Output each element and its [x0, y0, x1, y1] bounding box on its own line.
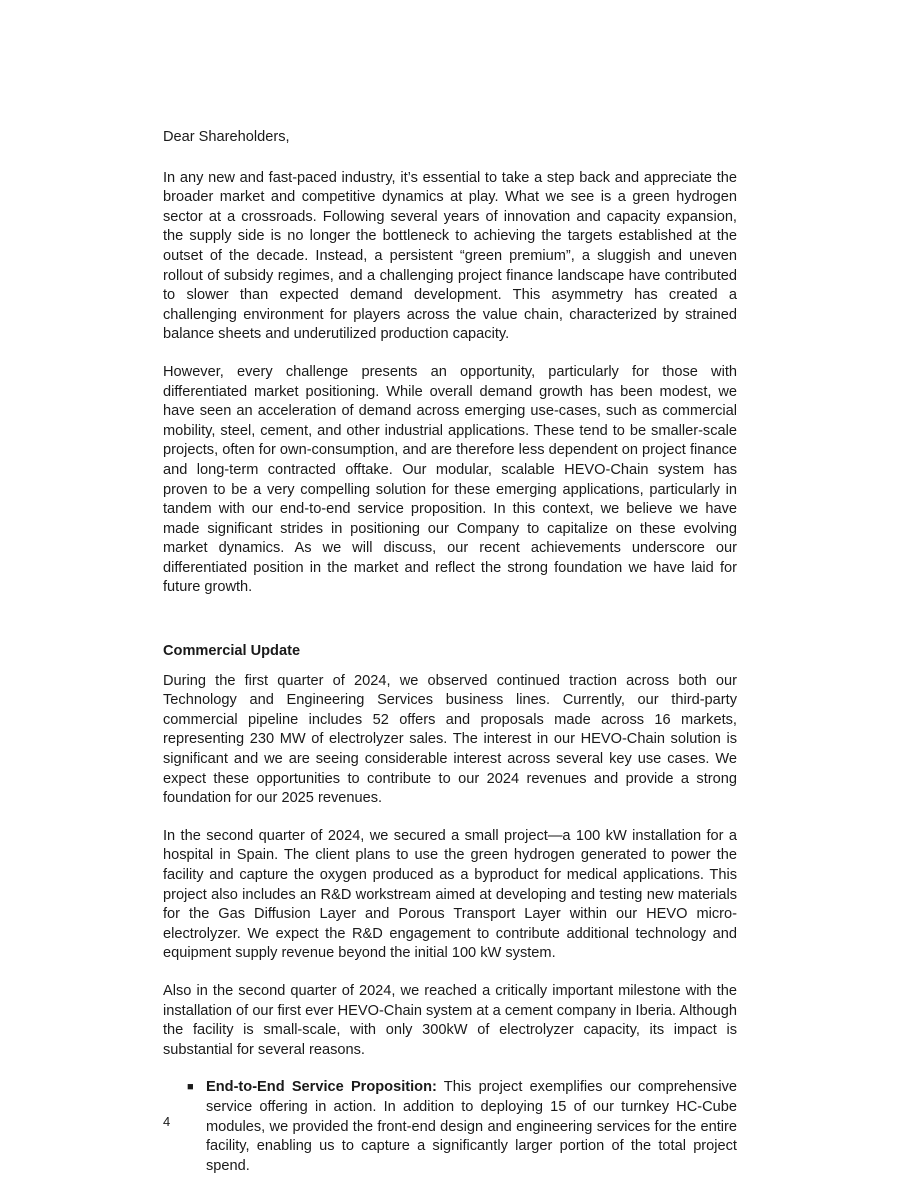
bullet-title: End-to-End Service Proposition:	[206, 1079, 437, 1096]
opportunity-paragraph: However, every challenge presents an opportunity, particularly for those with differentiated market positioning. While overall demand growth has been modest, we have seen an acceleration of demand across emerging use-cases, such as commercial mobility, steel, cement, and other industrial applications. These tend to be smaller-scale projects, often for own-consumption, and are therefore less dependent on project finance and long-term contracted offtake. Our modular, scalable HEVO-Chain system has proven to be a very compelling solution for these emerging applications, particularly in tandem with our end-to-end service proposition. In this context, we believe we have made significant strides in positioning our Company to capitalize on these evolving market dynamics. As we will discuss, our recent achievements underscore our differentiated position in the market and reflect the strong foundation we have laid for future growth.	[163, 363, 737, 596]
salutation: Dear Shareholders,	[163, 129, 290, 145]
list-item	[163, 1078, 737, 1176]
section-heading-commercial-update: Commercial Update	[163, 643, 301, 660]
letter-body	[163, 128, 737, 1176]
square-bullet-icon: ■	[187, 1081, 194, 1094]
q2-hospital-paragraph: In the second quarter of 2024, we secured a small project—a 100 kW installation for a hospital in Spain. The client plans to use the green hydrogen generated to power the facility and capture the oxygen produced as a byproduct for medical applications. This project also includes an R&D workstream aimed at developing and testing new materials for the Gas Diffusion Layer and Porous Transport Layer within our HEVO micro-electrolyzer. We expect the R&D engagement to contribute additional technology and equipment supply revenue beyond the initial 100 kW system.	[163, 827, 737, 962]
intro-paragraph: In any new and fast-paced industry, it’s essential to take a step back and appreciate the broader market and competitive dynamics at play. What we see is a green hydrogen sector at a crossroads. Following several years of innovation and capacity expansion, the supply side is no longer the bottleneck to achieving the targets established at the outset of the decade. Instead, a persistent “green premium”, a sluggish and uneven rollout of subsidy regimes, and a challenging project finance landscape have contributed to slower than expected demand development. This asymmetry has created a challenging environment for players across the value chain, characterized by strained balance sheets and underutilized production capacity.	[163, 169, 737, 343]
milestone-reasons-list	[163, 1078, 737, 1176]
bullet-text: This project exemplifies our comprehensive service offering in action. In addition to deploying 15 of our turnkey HC-Cube modules, we provided the front-end design and engineering services for the entire facility, enabling us to capture a significantly larger portion of the total project spend.	[206, 1079, 738, 1174]
q2-cement-paragraph: Also in the second quarter of 2024, we reached a critically important milestone with the installation of our first ever HEVO-Chain system at a cement company in Iberia. Although the facility is small-scale, with only 300kW of electrolyzer capacity, its impact is substantial for several reasons.	[163, 982, 737, 1058]
q1-update-paragraph: During the first quarter of 2024, we observed continued traction across both our Technology and Engineering Services business lines. Currently, our third-party commercial pipeline includes 52 offers and proposals made across 16 markets, representing 230 MW of electrolyzer sales. The interest in our HEVO-Chain solution is significant and we are seeing considerable interest across several key use cases. We expect these opportunities to contribute to our 2024 revenues and provide a strong foundation for our 2025 revenues.	[163, 672, 737, 807]
page-number: 4	[163, 1114, 171, 1129]
